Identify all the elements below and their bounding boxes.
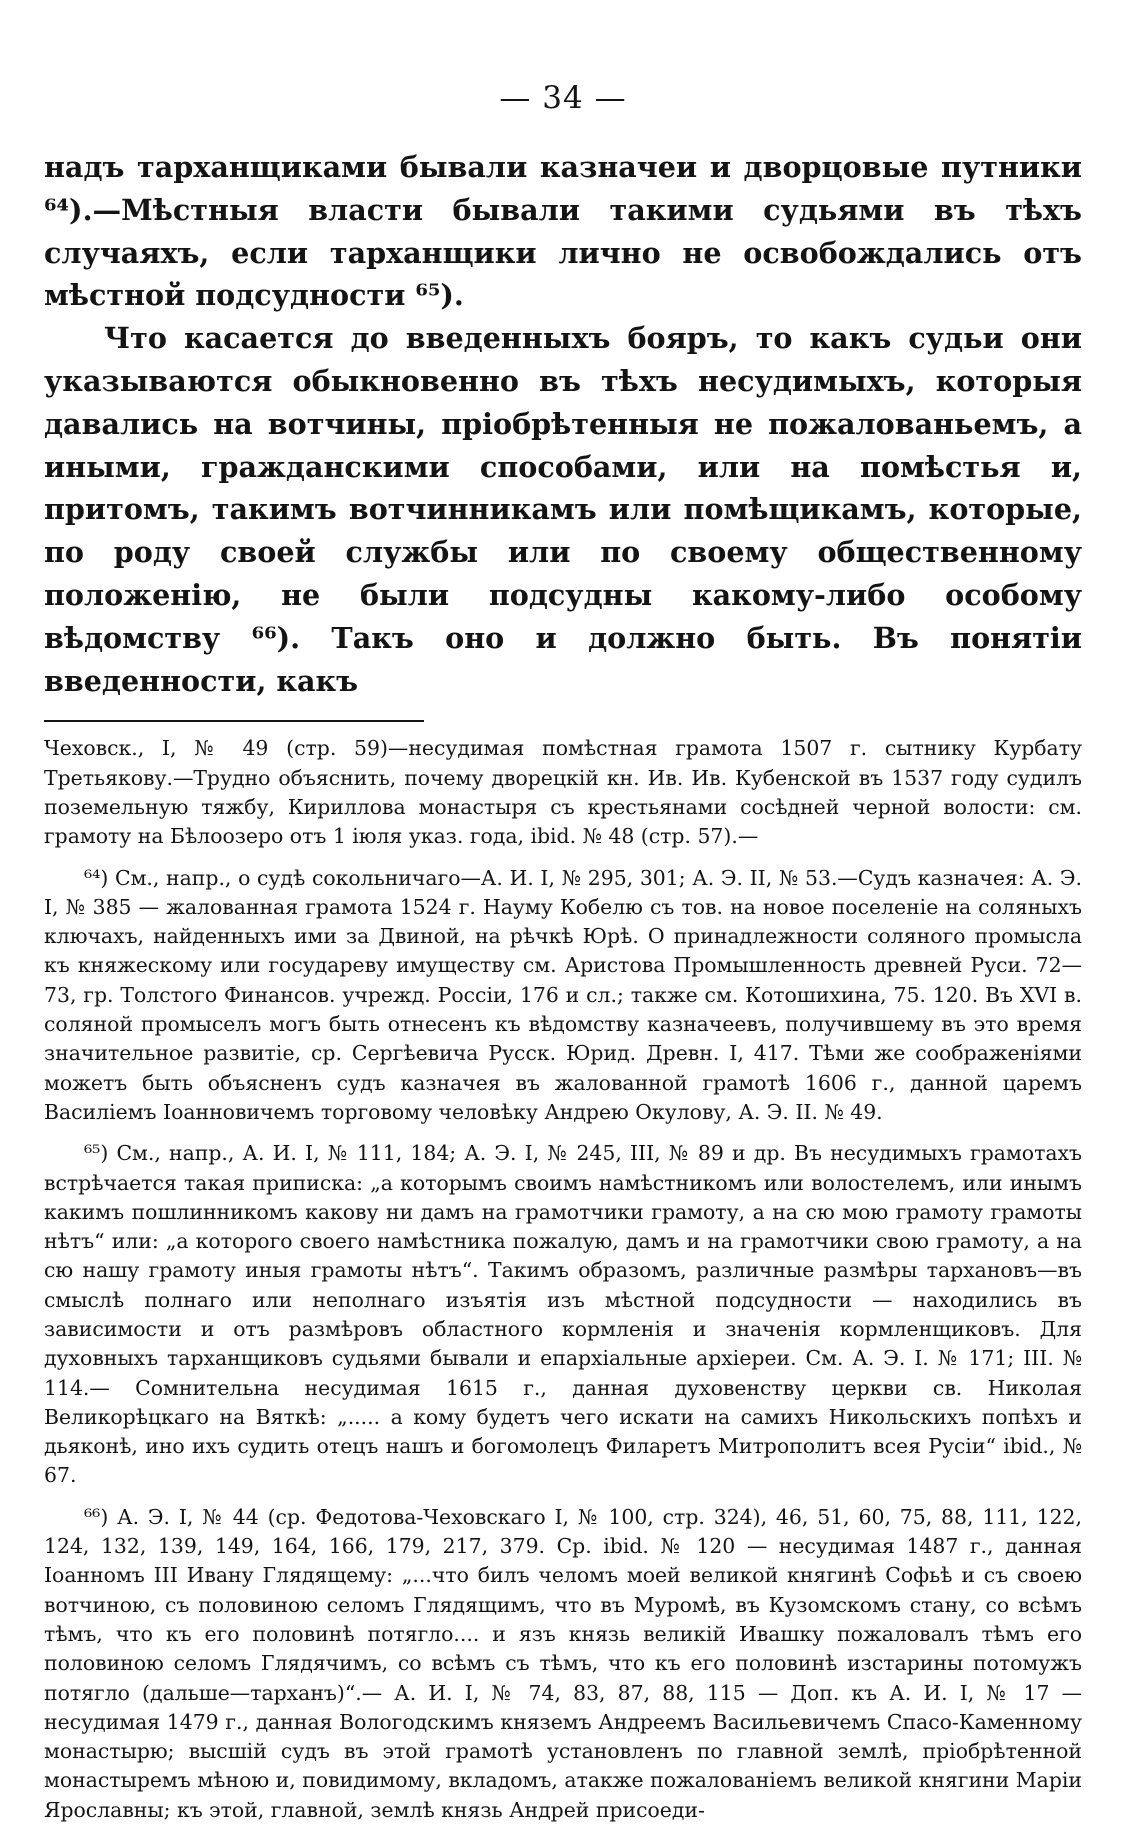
footnote-continuation: Чеховск., I, № 49 (стр. 59)—несудимая помѣстная грамота 1507 г. сытнику Курбату Третьякову.—Трудно объяснить, почему дворецкій кн. Ив. Ив. Кубенской въ 1537 году судилъ поземельную тяжбу, Кириллова монастыря съ крестьянами сосѣдней черной волости: см. грамоту на Бѣлоозеро отъ 1 іюля указ. года, ibid. № 48 (стр. 57).— bbox=[44, 736, 1082, 849]
main-text bbox=[44, 146, 1082, 702]
footnotes bbox=[44, 734, 1082, 1825]
footnote-divider bbox=[44, 720, 424, 722]
footnote-66: ⁶⁶) А. Э. I, № 44 (ср. Федотова-Чеховскаго I, № 100, стр. 324), 46, 51, 60, 75, 88, 111, 122, 124, 132, 139, 149, 164, 166, 179, 217, 379. Ср. ibid. № 120 — несудимая 1487 г., данная Іоанномъ III Ивану Глядящему: „...что билъ челомъ моей великой княгинѣ Софьѣ и съ своею вотчиною, съ половиною селомъ Глядящимъ, что въ Муромѣ, въ Кузомскомъ стану, со всѣмъ тѣмъ, что къ его половинѣ потягло.... и язъ князь великій Ивашку пожаловалъ тѣмъ его половиною селомъ Глядячимъ, со всѣмъ съ тѣмъ, что къ его половинѣ изстарины потомужъ потягло (дальше—тарханъ)“.— А. И. I, № 74, 83, 87, 88, 115 — Доп. къ А. И. I, № 17 — несудимая 1479 г., данная Вологодскимъ княземъ Андреемъ Васильевичемъ Спасо-Каменному монастырю; высшій судъ въ этой грамотѣ установленъ по главной землѣ, пріобрѣтенной монастыремъ мѣною и, повидимому, вкладомъ, атакже пожалованіемъ великой княгини Маріи Ярославны; къ этой, главной, землѣ князь Андрей присоеди- bbox=[44, 1504, 1082, 1822]
page-number: — 34 — bbox=[499, 80, 627, 116]
footnote-65: ⁶⁵) См., напр., А. И. I, № 111, 184; А. Э. I, № 245, III, № 89 и др. Въ несудимыхъ грамотахъ встрѣчается такая приписка: „а которымъ своимъ намѣстникомъ или волостелемъ, или инымъ какимъ пошлинникомъ какову ни дамъ на грамотчики грамоту, а на сю мою грамоту грамоты нѣтъ“ или: „а которого своего намѣстника пожалую, дамъ и на грамотчики свою грамоту, а на сю нашу грамоту иныя грамоты нѣтъ“. Такимъ образомъ, различные размѣры тархановъ—въ смыслѣ полнаго или неполнаго изъятія изъ мѣстной подсудности — находились въ зависимости и отъ размѣровъ областного кормленія и значенія кормленщиковъ. Для духовныхъ тарханщиковъ судьями бывали и епархіальные архіереи. См. А. Э. I. № 171; III. № 114.— Сомнительна несудимая 1615 г., данная духовенству церкви св. Николая Великорѣцкаго на Вяткѣ: „..... а кому будетъ чего искати на самихъ Никольскихъ попѣхъ и дьяконѣ, ино ихъ судить отецъ нашъ и богомолецъ Филаретъ Митрополитъ всея Русіи“ ibid., № 67. bbox=[44, 1141, 1082, 1488]
footnote-64: ⁶⁴) См., напр., о судѣ сокольничаго—А. И. I, № 295, 301; А. Э. II, № 53.—Судъ казначея: А. Э. I, № 385 — жалованная грамота 1524 г. Науму Кобелю съ тов. на новое поселеніе на соляныхъ ключахъ, найденныхъ ими за Двиной, на рѣчкѣ Юрѣ. О принадлежности соляного промысла къ княжескому или государеву имуществу см. Аристова Промышленность древней Руси. 72—73, гр. Толстого Финансов. учрежд. Россіи, 176 и сл.; также см. Котошихина, 75. 120. Въ XVI в. соляной промыселъ могъ быть отнесенъ къ вѣдомству казначеевъ, получившему въ это время значительное развитіе, ср. Сергѣевича Русск. Юрид. Древн. I, 417. Тѣми же соображеніями можетъ быть объясненъ судъ казначея въ жалованной грамотѣ 1606 г., данной царемъ Василіемъ Іоанновичемъ торговому человѣку Андрею Окулову, А. Э. II. № 49. bbox=[44, 865, 1082, 1124]
main-paragraph-2: Что касается до введенныхъ бояръ, то какъ судьи они указываются обыкновенно въ тѣхъ несудимыхъ, которыя давались на вотчины, пріобрѣтенныя не пожалованьемъ, а иными, гражданскими способами, или на помѣстья и, притомъ, такимъ вотчинникамъ или помѣщикамъ, которые, по роду своей службы или по своему общественному положенію, не были подсудны какому-либо особому вѣдомству ⁶⁶). Такъ оно и должно быть. Въ понятіи введенности, какъ bbox=[44, 321, 1082, 698]
main-paragraph-1: надъ тарханщиками бывали казначеи и дворцовые путники ⁶⁴).—Мѣстныя власти бывали такими судьями въ тѣхъ случаяхъ, если тарханщики лично не освобождались отъ мѣстной подсудности ⁶⁵). bbox=[44, 150, 1082, 313]
